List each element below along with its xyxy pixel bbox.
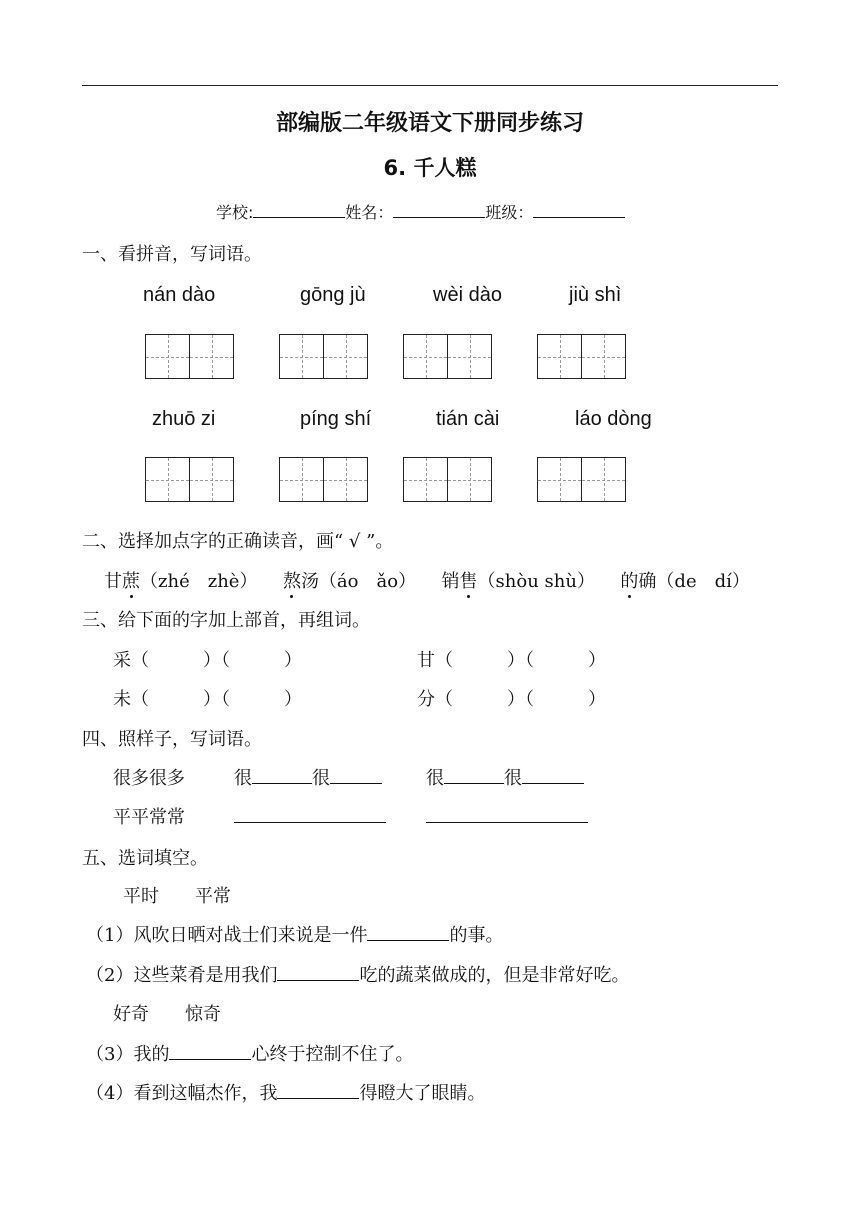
answer-blank[interactable] bbox=[367, 924, 449, 941]
pinyin: tián cài bbox=[436, 408, 500, 430]
word-choices: 平时 平常 bbox=[123, 886, 231, 907]
dotted-char: 售 bbox=[460, 567, 478, 593]
section2-heading: 二、选择加点字的正确读音，画“ √ ”。 bbox=[82, 531, 394, 552]
writing-grid[interactable] bbox=[403, 334, 493, 379]
radical-item[interactable]: 未（ ）（ ） bbox=[113, 689, 302, 710]
pinyin: gōng jù bbox=[300, 284, 366, 306]
pronunciation-item[interactable]: 的确（de dí） bbox=[620, 571, 749, 592]
pronunciation-row bbox=[104, 567, 750, 593]
dotted-char: 的 bbox=[620, 567, 638, 593]
section1-heading: 一、看拼音，写词语。 bbox=[82, 244, 262, 265]
answer-blank[interactable] bbox=[277, 964, 359, 981]
pinyin: láo dòng bbox=[575, 408, 652, 430]
writing-grid[interactable] bbox=[145, 334, 235, 379]
question-1: （1）风吹日晒对战士们来说是一件 的事。 bbox=[86, 925, 504, 946]
school-blank[interactable] bbox=[253, 201, 345, 218]
radical-item[interactable]: 分（ ）（ ） bbox=[417, 689, 606, 710]
question-2: （2）这些菜肴是用我们 吃的蔬菜做成的，但是非常好吃。 bbox=[86, 965, 630, 986]
pinyin: jiù shì bbox=[569, 284, 622, 306]
top-rule bbox=[82, 85, 778, 86]
class-blank[interactable] bbox=[533, 201, 625, 218]
section3-heading: 三、给下面的字加上部首，再组词。 bbox=[82, 610, 370, 631]
section5-heading: 五、选词填空。 bbox=[82, 848, 208, 869]
pronunciation-item[interactable]: 甘蔗（zhé zhè） bbox=[104, 571, 257, 592]
answer-blank[interactable] bbox=[169, 1043, 251, 1060]
school-label: 学校: bbox=[216, 203, 254, 222]
pronunciation-item[interactable]: 熬汤（áo ǎo） bbox=[283, 571, 416, 592]
answer-blank[interactable] bbox=[234, 822, 386, 823]
pronunciation-item[interactable]: 销售（shòu shù） bbox=[442, 571, 595, 592]
example-word: 平平常常 bbox=[113, 807, 185, 828]
writing-grid[interactable] bbox=[145, 457, 235, 502]
pinyin: píng shí bbox=[300, 408, 372, 430]
dotted-char: 蔗 bbox=[122, 567, 140, 593]
name-label: 姓名： bbox=[345, 203, 394, 222]
writing-grid[interactable] bbox=[279, 457, 369, 502]
pinyin: zhuō zi bbox=[152, 408, 216, 430]
answer-blank[interactable] bbox=[426, 822, 588, 823]
name-blank[interactable] bbox=[393, 201, 485, 218]
radical-item[interactable]: 甘（ ）（ ） bbox=[417, 650, 606, 671]
student-info-line bbox=[216, 200, 625, 223]
fill-pattern[interactable]: 很 很 bbox=[234, 764, 382, 790]
answer-blank[interactable] bbox=[277, 1082, 359, 1099]
section4-heading: 四、照样子，写词语。 bbox=[82, 729, 262, 750]
radical-item[interactable]: 采（ ）（ ） bbox=[113, 650, 302, 671]
class-label: 班级： bbox=[485, 203, 534, 222]
lesson-title: 6. 千人糕 bbox=[383, 156, 477, 180]
writing-grid[interactable] bbox=[537, 334, 627, 379]
word-choices: 好奇 惊奇 bbox=[113, 1004, 221, 1025]
writing-grid[interactable] bbox=[537, 457, 627, 502]
question-4: （4）看到这幅杰作，我 得瞪大了眼睛。 bbox=[86, 1083, 486, 1104]
writing-grid[interactable] bbox=[279, 334, 369, 379]
question-3: （3）我的 心终于控制不住了。 bbox=[86, 1044, 414, 1065]
dotted-char: 熬 bbox=[283, 567, 301, 593]
writing-grid[interactable] bbox=[403, 457, 493, 502]
example-word: 很多很多 bbox=[113, 768, 185, 789]
pinyin: wèi dào bbox=[433, 284, 502, 306]
pinyin: nán dào bbox=[143, 284, 216, 306]
page-title: 部编版二年级语文下册同步练习 bbox=[275, 111, 584, 136]
fill-pattern[interactable]: 很 很 bbox=[426, 764, 584, 790]
